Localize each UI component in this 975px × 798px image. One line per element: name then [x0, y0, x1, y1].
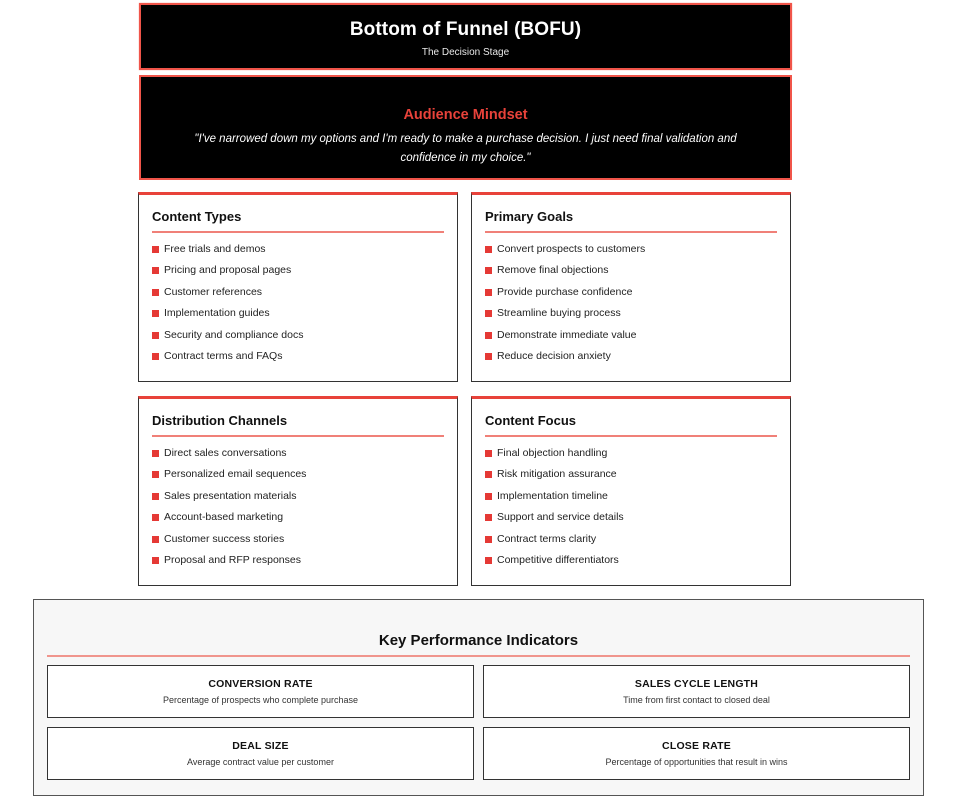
bullet-square-icon	[152, 353, 159, 360]
card-list	[152, 243, 457, 371]
card-list	[485, 243, 790, 371]
card-title: Content Focus	[485, 413, 576, 428]
list-item-text: Customer success stories	[164, 532, 285, 545]
card-title: Content Types	[152, 209, 242, 224]
card-list	[152, 447, 457, 575]
card-content-types	[138, 192, 458, 382]
card-divider	[485, 231, 777, 233]
list-item-text: Contract terms clarity	[497, 532, 597, 545]
list-item	[485, 468, 790, 489]
page-subtitle: The Decision Stage	[421, 47, 510, 58]
kpi-card-sales-cycle-length	[483, 665, 910, 718]
card-title: Distribution Channels	[152, 413, 288, 428]
list-item	[152, 490, 457, 511]
bullet-square-icon	[485, 493, 492, 500]
kpi-name: DEAL SIZE	[232, 740, 289, 752]
kpi-name: CONVERSION RATE	[208, 678, 313, 690]
kpi-card-deal-size	[47, 727, 474, 780]
list-item-text: Implementation guides	[164, 307, 270, 320]
list-item-text: Direct sales conversations	[164, 447, 287, 459]
list-item	[152, 511, 457, 532]
list-item	[152, 329, 457, 350]
list-item-text: Contract terms and FAQs	[164, 349, 283, 362]
list-item	[485, 447, 790, 468]
bullet-square-icon	[152, 310, 159, 317]
list-item-text: Account-based marketing	[164, 511, 284, 524]
card-divider	[152, 231, 444, 233]
mindset-quote: "I've narrowed down my options and I'm ready to make a purchase decision. I just need final validation and confidence in my choice."	[194, 133, 737, 164]
bullet-square-icon	[485, 267, 492, 274]
bullet-square-icon	[485, 514, 492, 521]
kpi-description: Percentage of opportunities that result in wins	[605, 757, 788, 767]
list-item-text: Customer references	[164, 285, 263, 298]
bullet-square-icon	[152, 471, 159, 478]
list-item	[485, 307, 790, 328]
bullet-square-icon	[485, 557, 492, 564]
list-item	[152, 554, 457, 575]
card-divider	[485, 435, 777, 437]
list-item-text: Support and service details	[497, 511, 624, 524]
list-item	[485, 511, 790, 532]
page-title: Bottom of Funnel (BOFU)	[349, 19, 582, 40]
bullet-square-icon	[152, 450, 159, 457]
bullet-square-icon	[485, 536, 492, 543]
list-item-text: Risk mitigation assurance	[497, 468, 617, 481]
list-item-text: Remove final objections	[497, 264, 609, 277]
list-item-text: Free trials and demos	[164, 243, 266, 255]
bullet-square-icon	[485, 353, 492, 360]
list-item	[152, 243, 457, 264]
card-list	[485, 447, 790, 575]
bullet-square-icon	[152, 493, 159, 500]
card-content-focus	[471, 396, 791, 586]
kpi-section-title: Key Performance Indicators	[378, 632, 579, 649]
kpi-description: Time from first contact to closed deal	[623, 695, 770, 705]
bullet-square-icon	[485, 450, 492, 457]
list-item	[152, 533, 457, 554]
mindset-title: Audience Mindset	[403, 107, 528, 123]
list-item-text: Sales presentation materials	[164, 489, 297, 502]
kpi-section	[33, 599, 924, 796]
list-item	[485, 286, 790, 307]
kpi-description: Percentage of prospects who complete purchase	[162, 695, 359, 705]
kpi-description: Average contract value per customer	[187, 757, 334, 767]
bullet-square-icon	[152, 536, 159, 543]
bullet-square-icon	[152, 267, 159, 274]
list-item	[152, 350, 457, 371]
stage-header	[139, 3, 792, 70]
bullet-square-icon	[485, 471, 492, 478]
bullet-square-icon	[152, 557, 159, 564]
list-item	[152, 447, 457, 468]
list-item-text: Streamline buying process	[497, 307, 621, 320]
list-item-text: Demonstrate immediate value	[497, 328, 637, 341]
bullet-square-icon	[485, 332, 492, 339]
card-title: Primary Goals	[485, 209, 574, 224]
bullet-square-icon	[152, 246, 159, 253]
list-item	[152, 286, 457, 307]
bullet-square-icon	[485, 310, 492, 317]
kpi-card-conversion-rate	[47, 665, 474, 718]
audience-mindset-panel	[139, 75, 792, 180]
list-item-text: Proposal and RFP responses	[164, 553, 301, 566]
list-item	[152, 468, 457, 489]
list-item	[485, 264, 790, 285]
list-item	[485, 554, 790, 575]
kpi-divider	[47, 655, 910, 657]
list-item-text: Competitive differentiators	[497, 553, 619, 566]
list-item-text: Security and compliance docs	[164, 328, 304, 341]
card-distribution-channels	[138, 396, 458, 586]
card-primary-goals	[471, 192, 791, 382]
kpi-name: CLOSE RATE	[662, 740, 731, 752]
list-item-text: Final objection handling	[497, 447, 608, 459]
list-item	[485, 490, 790, 511]
list-item	[485, 243, 790, 264]
list-item-text: Provide purchase confidence	[497, 285, 633, 298]
bullet-square-icon	[152, 514, 159, 521]
list-item-text: Pricing and proposal pages	[164, 264, 292, 277]
list-item-text: Implementation timeline	[497, 489, 608, 502]
list-item-text: Reduce decision anxiety	[497, 349, 611, 362]
bullet-square-icon	[152, 332, 159, 339]
list-item	[485, 350, 790, 371]
list-item-text: Convert prospects to customers	[497, 243, 646, 255]
card-divider	[152, 435, 444, 437]
list-item-text: Personalized email sequences	[164, 468, 307, 481]
list-item	[485, 533, 790, 554]
bullet-square-icon	[485, 289, 492, 296]
bullet-square-icon	[152, 289, 159, 296]
list-item	[152, 264, 457, 285]
list-item	[152, 307, 457, 328]
kpi-card-close-rate	[483, 727, 910, 780]
bullet-square-icon	[485, 246, 492, 253]
list-item	[485, 329, 790, 350]
kpi-name: SALES CYCLE LENGTH	[634, 678, 759, 690]
